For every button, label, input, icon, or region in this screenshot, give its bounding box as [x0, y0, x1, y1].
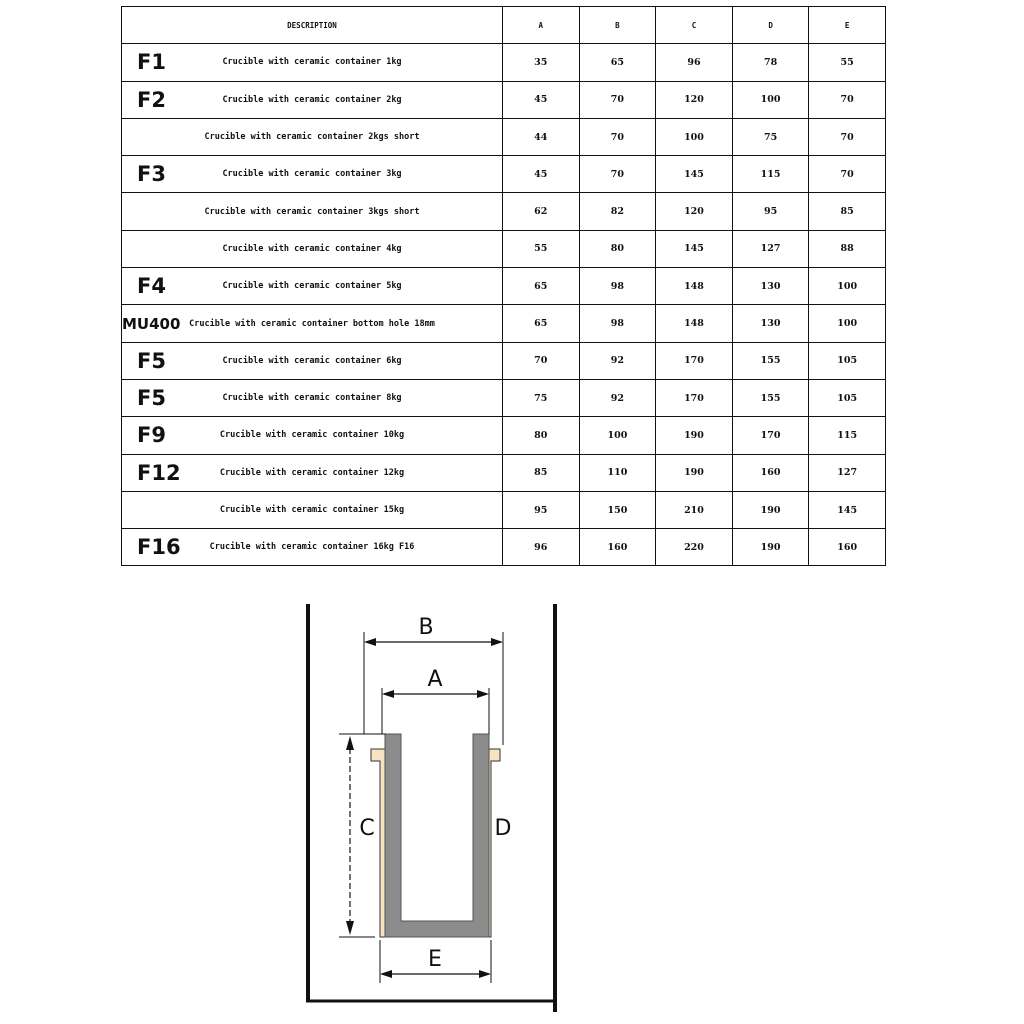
a-arrow-left: [382, 690, 394, 698]
description-text: Crucible with ceramic container bottom hole 18mm: [189, 318, 435, 329]
crucible-diagram: [300, 600, 564, 1020]
label-d: D: [494, 816, 512, 841]
model-code: F2: [137, 87, 166, 112]
value-b: 65: [579, 44, 656, 81]
description-cell: [122, 193, 503, 230]
value-b: 150: [579, 491, 656, 528]
description-cell: [122, 529, 503, 566]
value-c: 170: [656, 342, 733, 379]
value-b: 110: [579, 454, 656, 491]
model-code: F1: [137, 50, 166, 75]
table-row: [122, 268, 886, 305]
description-cell: [122, 379, 503, 416]
table-body: [122, 44, 886, 566]
value-a: 80: [503, 417, 580, 454]
model-code: F12: [137, 460, 181, 485]
e-arrow-left: [380, 970, 392, 978]
table-row: [122, 44, 886, 81]
header-e: E: [809, 7, 886, 44]
description-cell: [122, 118, 503, 155]
description-text: Crucible with ceramic container 12kg: [219, 467, 405, 478]
description-cell: [122, 230, 503, 267]
description-text: Crucible with ceramic container 2kg: [222, 94, 402, 105]
value-a: 35: [503, 44, 580, 81]
value-a: 70: [503, 342, 580, 379]
value-b: 70: [579, 81, 656, 118]
table-row: [122, 379, 886, 416]
table-row: [122, 156, 886, 193]
crucible-body: [385, 734, 489, 937]
crucible-spec-table: [121, 6, 886, 566]
description-cell: [122, 156, 503, 193]
description-text: Crucible with ceramic container 8kg: [222, 393, 402, 404]
header-b: B: [579, 7, 656, 44]
table-row: [122, 118, 886, 155]
value-a: 96: [503, 529, 580, 566]
value-b: 70: [579, 118, 656, 155]
b-arrow-left: [364, 638, 376, 646]
value-d: 190: [732, 491, 809, 528]
table-row: [122, 230, 886, 267]
description-text: Crucible with ceramic container 2kgs short: [204, 132, 420, 143]
model-code: F5: [137, 348, 166, 373]
value-c: 190: [656, 454, 733, 491]
value-c: 145: [656, 156, 733, 193]
table-row: [122, 491, 886, 528]
value-e: 70: [809, 118, 886, 155]
value-c: 170: [656, 379, 733, 416]
model-code: F5: [137, 386, 166, 411]
label-c: C: [359, 816, 375, 841]
model-code: F4: [137, 274, 166, 299]
value-a: 44: [503, 118, 580, 155]
value-b: 100: [579, 417, 656, 454]
description-cell: [122, 342, 503, 379]
header-description: DESCRIPTION: [122, 7, 503, 44]
header-a: A: [503, 7, 580, 44]
table-header-row: [122, 7, 886, 44]
value-a: 85: [503, 454, 580, 491]
description-cell: [122, 81, 503, 118]
description-text: Crucible with ceramic container 6kg: [222, 355, 402, 366]
value-d: 78: [732, 44, 809, 81]
table-row: [122, 342, 886, 379]
label-e: E: [428, 947, 442, 972]
description-text: Crucible with ceramic container 3kgs short: [204, 206, 420, 217]
description-text: Crucible with ceramic container 10kg: [219, 430, 405, 441]
value-a: 65: [503, 305, 580, 342]
value-b: 98: [579, 305, 656, 342]
value-d: 115: [732, 156, 809, 193]
model-code: MU400: [122, 314, 181, 333]
header-d: D: [732, 7, 809, 44]
value-b: 92: [579, 342, 656, 379]
description-cell: [122, 305, 503, 342]
description-text: Crucible with ceramic container 15kg: [219, 505, 405, 515]
value-e: 88: [809, 230, 886, 267]
value-a: 65: [503, 268, 580, 305]
table-row: [122, 193, 886, 230]
model-code: F9: [137, 423, 166, 448]
e-arrow-right: [479, 970, 491, 978]
value-d: 127: [732, 230, 809, 267]
description-cell: [122, 417, 503, 454]
value-c: 96: [656, 44, 733, 81]
value-a: 45: [503, 156, 580, 193]
table-row: [122, 454, 886, 491]
value-d: 75: [732, 118, 809, 155]
model-code: F3: [137, 162, 166, 187]
header-c: C: [656, 7, 733, 44]
value-a: 45: [503, 81, 580, 118]
model-code: F16: [137, 535, 181, 560]
a-arrow-right: [477, 690, 489, 698]
value-b: 92: [579, 379, 656, 416]
value-b: 70: [579, 156, 656, 193]
value-e: 100: [809, 268, 886, 305]
value-e: 115: [809, 417, 886, 454]
value-d: 95: [732, 193, 809, 230]
label-a: A: [427, 667, 443, 692]
value-c: 120: [656, 81, 733, 118]
value-c: 148: [656, 268, 733, 305]
value-a: 95: [503, 491, 580, 528]
description-cell: [122, 44, 503, 81]
table-row: [122, 417, 886, 454]
value-c: 190: [656, 417, 733, 454]
value-c: 148: [656, 305, 733, 342]
value-d: 170: [732, 417, 809, 454]
value-c: 145: [656, 230, 733, 267]
value-d: 130: [732, 305, 809, 342]
value-a: 75: [503, 379, 580, 416]
value-b: 80: [579, 230, 656, 267]
value-c: 210: [656, 491, 733, 528]
value-c: 220: [656, 529, 733, 566]
value-c: 120: [656, 193, 733, 230]
value-c: 100: [656, 118, 733, 155]
value-d: 155: [732, 342, 809, 379]
value-d: 160: [732, 454, 809, 491]
value-e: 70: [809, 156, 886, 193]
value-e: 127: [809, 454, 886, 491]
description-cell: [122, 491, 503, 528]
value-d: 155: [732, 379, 809, 416]
description-text: Crucible with ceramic container 1kg: [222, 57, 402, 68]
description-cell: [122, 454, 503, 491]
description-text: Crucible with ceramic container 16kg F16: [209, 542, 415, 553]
value-d: 130: [732, 268, 809, 305]
c-arrow-top: [346, 736, 354, 750]
value-d: 190: [732, 529, 809, 566]
value-a: 62: [503, 193, 580, 230]
label-b: B: [418, 615, 434, 640]
value-e: 70: [809, 81, 886, 118]
value-e: 85: [809, 193, 886, 230]
value-e: 160: [809, 529, 886, 566]
value-e: 55: [809, 44, 886, 81]
value-e: 105: [809, 379, 886, 416]
value-d: 100: [732, 81, 809, 118]
value-b: 160: [579, 529, 656, 566]
table-row: [122, 81, 886, 118]
description-text: Crucible with ceramic container 4kg: [222, 243, 402, 254]
c-arrow-bottom: [346, 921, 354, 935]
table-row: [122, 529, 886, 566]
value-a: 55: [503, 230, 580, 267]
description-text: Crucible with ceramic container 3kg: [222, 169, 402, 180]
table-row: [122, 305, 886, 342]
b-arrow-right: [491, 638, 503, 646]
value-e: 145: [809, 491, 886, 528]
value-b: 82: [579, 193, 656, 230]
value-b: 98: [579, 268, 656, 305]
value-e: 105: [809, 342, 886, 379]
description-cell: [122, 268, 503, 305]
description-text: Crucible with ceramic container 5kg: [222, 281, 402, 292]
value-e: 100: [809, 305, 886, 342]
